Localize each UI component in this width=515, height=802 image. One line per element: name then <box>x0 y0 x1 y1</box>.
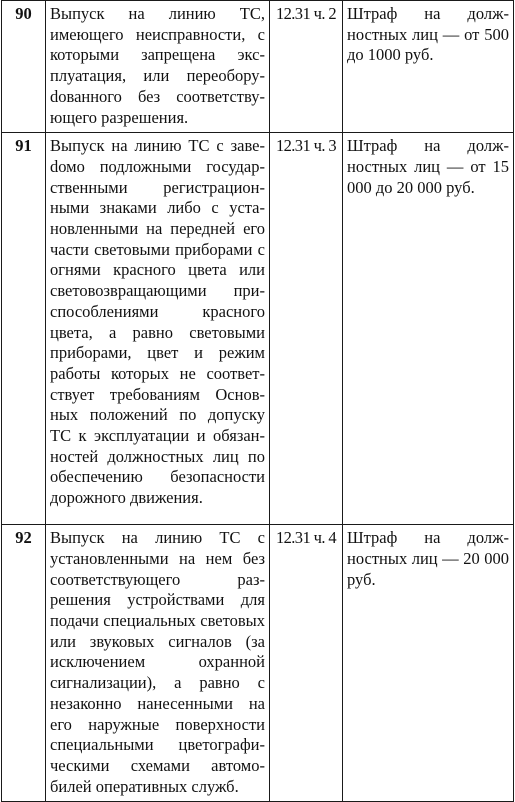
penalty: Штраф на должностных лиц — от 15 000 до 20 000 руб. <box>343 133 514 525</box>
table-row <box>2 525 514 802</box>
code-article: 12.31 ч. 4 <box>270 525 343 802</box>
violation-description: Выпуск на линию ТС, имеющего неисправности, с которыми запрещена эксплуатация, или переоборуdованного без соответствующего разрешения. <box>46 1 270 133</box>
table-row <box>2 133 514 525</box>
violation-description: Выпуск на линию ТС с установленными на нем без соответствующего разрешения устройствами для подачи специальных световых или звуковых сигналов (за исключением охранной сигнализации), а равно с незаконно нанесенными на его наружные поверхности специальными цветографическими схемами автомобилей оперативных служб. <box>46 525 270 802</box>
penalty: Штраф на должностных лиц — 20 000 руб. <box>343 525 514 802</box>
row-number: 90 <box>2 1 46 133</box>
table-row <box>2 1 514 133</box>
row-number: 92 <box>2 525 46 802</box>
fines-table <box>1 0 514 802</box>
code-article: 12.31 ч. 3 <box>270 133 343 525</box>
violation-description: Выпуск на линию ТС с завеdомо подложными государственными регистрационными знаками либо с установленными на передней его части световыми приборами с огнями красного цвета или световозвращающими приспособлениями красного цвета, а равно световыми приборами, цвет и режим работы которых не соответствует требованиям Основных положений по допуску ТС к эксплуатации и обязанностей должностных лиц по обеспечению безопасности дорожного движения. <box>46 133 270 525</box>
row-number: 91 <box>2 133 46 525</box>
code-article: 12.31 ч. 2 <box>270 1 343 133</box>
penalty: Штраф на должностных лиц — от 500 до 1000 руб. <box>343 1 514 133</box>
